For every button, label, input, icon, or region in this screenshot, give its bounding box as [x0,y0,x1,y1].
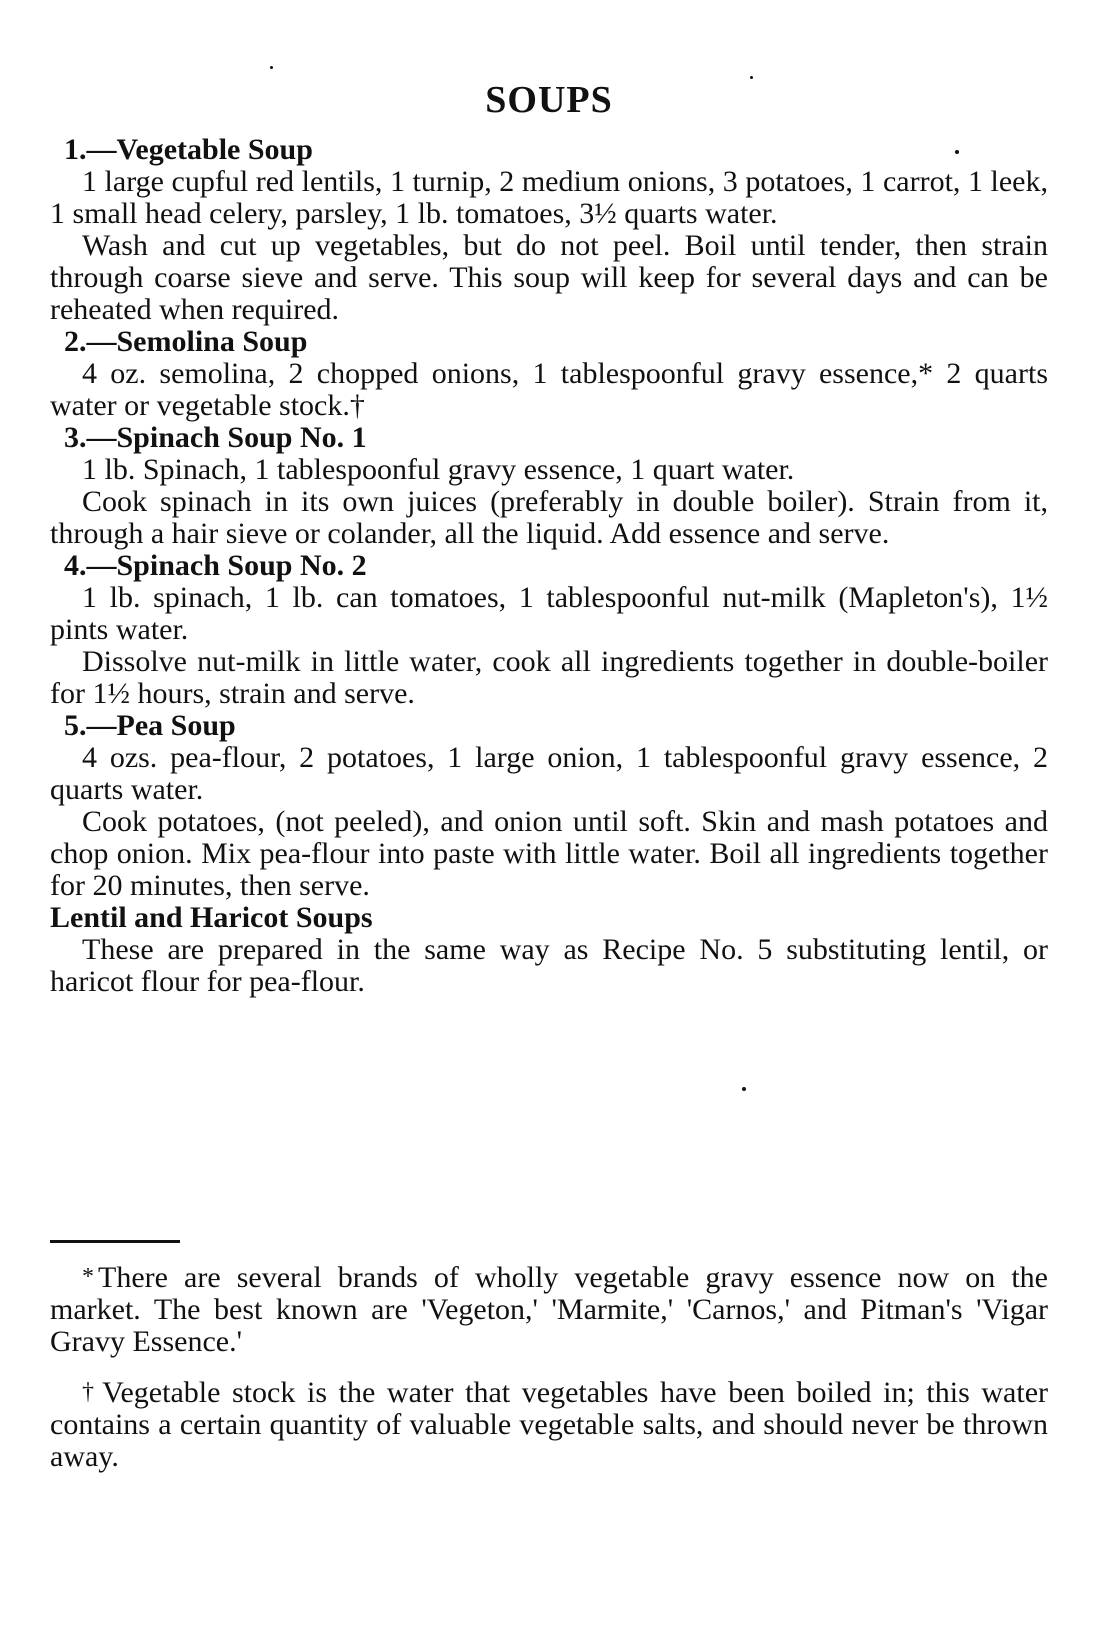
page [50,60,1048,998]
recipe-method: Dissolve nut-milk in little water, cook all ingredients together in double-boiler for 1½ hours, strain and serve. [50,645,1048,710]
footnote-mark: * [82,1264,94,1290]
recipe-ingredients: 4 ozs. pea-flour, 2 potatoes, 1 large onion, 1 tablespoonful gravy essence, 2 quarts water. [50,741,1048,806]
footnote-divider [50,1240,180,1243]
footnote-text: Vegetable stock is the water that vegetables have been boiled in; this water contains a certain quantity of valuable vegetable salts, and should never be thrown away. [50,1376,1049,1473]
recipe-heading: 1.—Vegetable Soup [64,133,313,166]
recipe-ingredients: 1 large cupful red lentils, 1 turnip, 2 medium onions, 3 potatoes, 1 carrot, 1 leek, 1 small head celery, parsley, 1 lb. tomatoes, 3½ quarts water. [50,165,1048,230]
recipe [50,326,1048,422]
footnote-text: There are several brands of wholly vegetable gravy essence now on the market. The best known are 'Vegeton,' 'Marmite,' 'Carnos,' and Pitman's 'Vigar Gravy Essence.' [50,1261,1048,1358]
page-title: SOUPS [485,79,613,121]
footnote [50,1261,1048,1358]
recipe-method: Wash and cut up vegetables, but do not peel. Boil until tender, then strain through coarse sieve and serve. This soup will keep for several days and can be reheated when required. [50,229,1048,326]
print-speck [742,1087,746,1091]
recipe-heading: 2.—Semolina Soup [64,325,308,358]
recipe [50,710,1048,902]
recipe-heading: Lentil and Haricot Soups [50,901,373,934]
recipe-ingredients: 4 oz. semolina, 2 chopped onions, 1 tablespoonful gravy essence,* 2 quarts water or vegetable stock.† [50,357,1048,422]
footnote [50,1376,1048,1473]
recipe-method: Cook spinach in its own juices (preferably in double boiler). Strain from it, through a hair sieve or colander, all the liquid. Add essence and serve. [50,485,1048,550]
recipe-heading: 5.—Pea Soup [64,709,236,742]
recipe [50,422,1048,550]
recipe [50,902,1048,998]
recipe-ingredients: 1 lb. Spinach, 1 tablespoonful gravy essence, 1 quart water. [82,453,795,486]
recipe [50,134,1048,326]
recipe-method: These are prepared in the same way as Recipe No. 5 substituting lentil, or haricot flour for pea-flour. [50,933,1048,998]
recipe-heading: 3.—Spinach Soup No. 1 [64,421,367,454]
recipe-method: Cook potatoes, (not peeled), and onion until soft. Skin and mash potatoes and chop onion. Mix pea-flour into paste with little water. Boil all ingredients together for 20 minutes, then serve. [50,805,1048,902]
footnote-mark: † [82,1379,99,1405]
footnotes [50,1240,1048,1491]
recipe-ingredients: 1 lb. spinach, 1 lb. can tomatoes, 1 tablespoonful nut-milk (Mapleton's), 1½ pints water. [50,581,1048,646]
recipe [50,550,1048,710]
recipe-heading: 4.—Spinach Soup No. 2 [64,549,367,582]
